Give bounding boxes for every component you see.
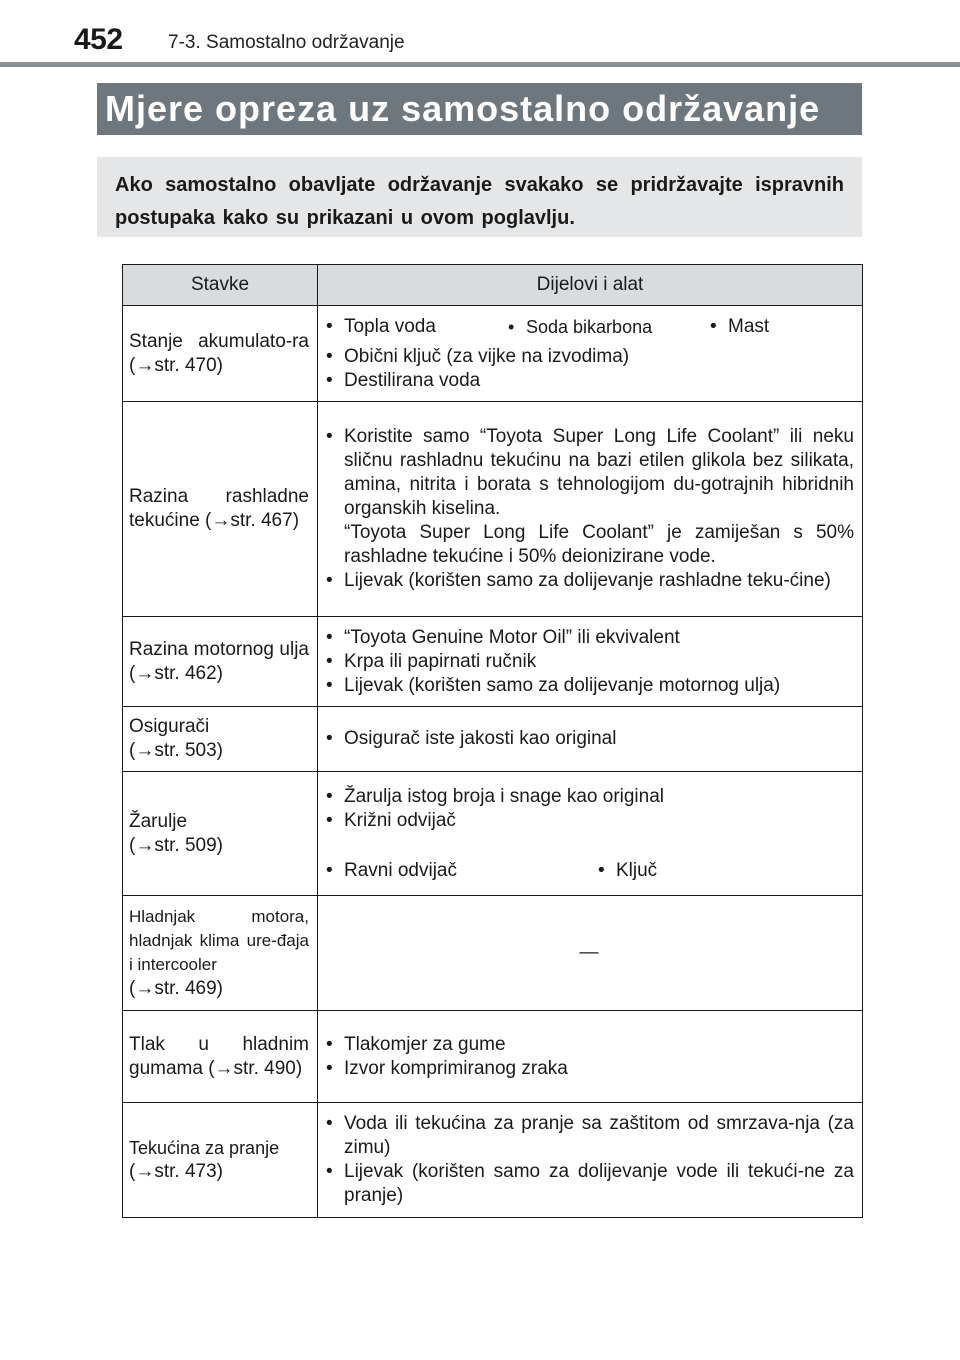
parts-cell xyxy=(318,617,863,707)
table-row xyxy=(123,617,863,707)
list-item: • Topla voda xyxy=(324,315,506,339)
table-header-row xyxy=(123,265,863,306)
column-header-items: Stavke xyxy=(123,265,318,306)
list-item: • Ravni odvijač xyxy=(324,859,596,883)
list-item: • Tlakomjer za gume xyxy=(324,1033,854,1057)
list-item: • “Toyota Genuine Motor Oil” ili ekvivalent xyxy=(324,626,854,650)
list-item: • Krpa ili papirnati ručnik xyxy=(324,650,854,674)
title-bar xyxy=(97,83,862,135)
item-cell xyxy=(123,306,318,402)
parts-cell xyxy=(318,707,863,772)
list-item: • Soda bikarbona xyxy=(506,315,708,339)
list-item: • Žarulja istog broja i snage kao original xyxy=(324,785,854,809)
page-title: Mjere opreza uz samostalno održavanje xyxy=(105,88,821,129)
parts-cell xyxy=(318,1103,863,1218)
item-reference: (→str. 509) xyxy=(129,834,223,856)
empty-dash: — xyxy=(579,942,599,963)
coolant-note: “Toyota Super Long Life Coolant” je zamiješan s 50% rashladne tekućine i 50% deionizirane vode. xyxy=(344,522,854,567)
parts-list xyxy=(324,1112,854,1208)
item-label: Hladnjak motora, hladnjak klima ure-đaja i intercooler xyxy=(129,907,309,974)
parts-list xyxy=(324,345,854,393)
parts-cell xyxy=(318,772,863,896)
table-row xyxy=(123,707,863,772)
parts-cell xyxy=(318,306,863,402)
header-rule xyxy=(0,62,960,67)
item-cell xyxy=(123,707,318,772)
page-number: 452 xyxy=(74,23,123,56)
item-reference: (→str. 469) xyxy=(129,978,223,999)
item-cell xyxy=(123,772,318,896)
list-item: • Izvor komprimiranog zraka xyxy=(324,1057,854,1081)
list-item: • Voda ili tekućina za pranje sa zaštitom od smrzava-nja (za zimu) xyxy=(324,1112,854,1160)
item-reference: (→str. 503) xyxy=(129,740,223,761)
parts-cell xyxy=(318,896,863,1011)
item-label: Stanje akumulato-ra (→str. 470) xyxy=(129,330,309,376)
item-cell xyxy=(123,402,318,617)
table-row xyxy=(123,402,863,617)
list-item: • Lijevak (korišten samo za dolijevanje vode ili tekući-ne za pranje) xyxy=(324,1160,854,1208)
item-label: Tekućina za pranje xyxy=(129,1138,280,1158)
list-item: • Destilirana voda xyxy=(324,369,854,393)
table-row xyxy=(123,1103,863,1218)
parts-list xyxy=(324,626,854,698)
intro-box xyxy=(97,157,862,237)
item-reference: (→str. 473) xyxy=(129,1161,223,1182)
column-header-parts: Dijelovi i alat xyxy=(318,265,863,306)
parts-list xyxy=(324,425,854,521)
list-item: • Koristite samo “Toyota Super Long Life Coolant” ili neku sličnu rashladnu tekućinu na bazi etilen glikola bez silikata, amina, nitrita i borata s tehnologijom du-gotrajnih hibridnih organskih kiselina. xyxy=(324,425,854,521)
list-item: • Osigurač iste jakosti kao original xyxy=(324,727,854,751)
item-label: Osigurači xyxy=(129,716,210,737)
parts-tools-table xyxy=(122,264,863,1218)
table-row xyxy=(123,306,863,402)
page-header xyxy=(0,0,960,70)
item-label: Razina rashladne tekućine (→str. 467) xyxy=(129,486,309,531)
list-item: • Ključ xyxy=(596,859,657,883)
parts-cell xyxy=(318,1011,863,1103)
list-item: • Mast xyxy=(708,315,769,339)
parts-list xyxy=(324,785,854,833)
list-item: • Obični ključ (za vijke na izvodima) xyxy=(324,345,854,369)
section-label: 7-3. Samostalno održavanje xyxy=(168,32,405,53)
item-cell xyxy=(123,896,318,1011)
table-row xyxy=(123,772,863,896)
parts-list xyxy=(324,1033,854,1081)
inline-parts xyxy=(324,315,854,339)
item-cell xyxy=(123,1103,318,1218)
list-item: • Lijevak (korišten samo za dolijevanje rashladne teku-ćine) xyxy=(324,569,854,593)
item-cell xyxy=(123,1011,318,1103)
parts-cell xyxy=(318,402,863,617)
item-label: Žarulje xyxy=(129,810,188,832)
list-item: • Lijevak (korišten samo za dolijevanje motornog ulja) xyxy=(324,674,854,698)
table-row xyxy=(123,1011,863,1103)
list-item: • Križni odvijač xyxy=(324,809,854,833)
intro-text: Ako samostalno obavljate održavanje svakako se pridržavajte ispravnih postupaka kako su prikazani u ovom poglavlju. xyxy=(115,174,844,229)
inline-parts xyxy=(324,859,854,883)
item-label: Razina motornog ulja (→str. 462) xyxy=(129,638,309,684)
item-label: Tlak u hladnim gumama (→str. 490) xyxy=(129,1033,309,1079)
parts-list xyxy=(324,569,854,593)
parts-list xyxy=(324,727,854,751)
item-cell xyxy=(123,617,318,707)
table-row xyxy=(123,896,863,1011)
